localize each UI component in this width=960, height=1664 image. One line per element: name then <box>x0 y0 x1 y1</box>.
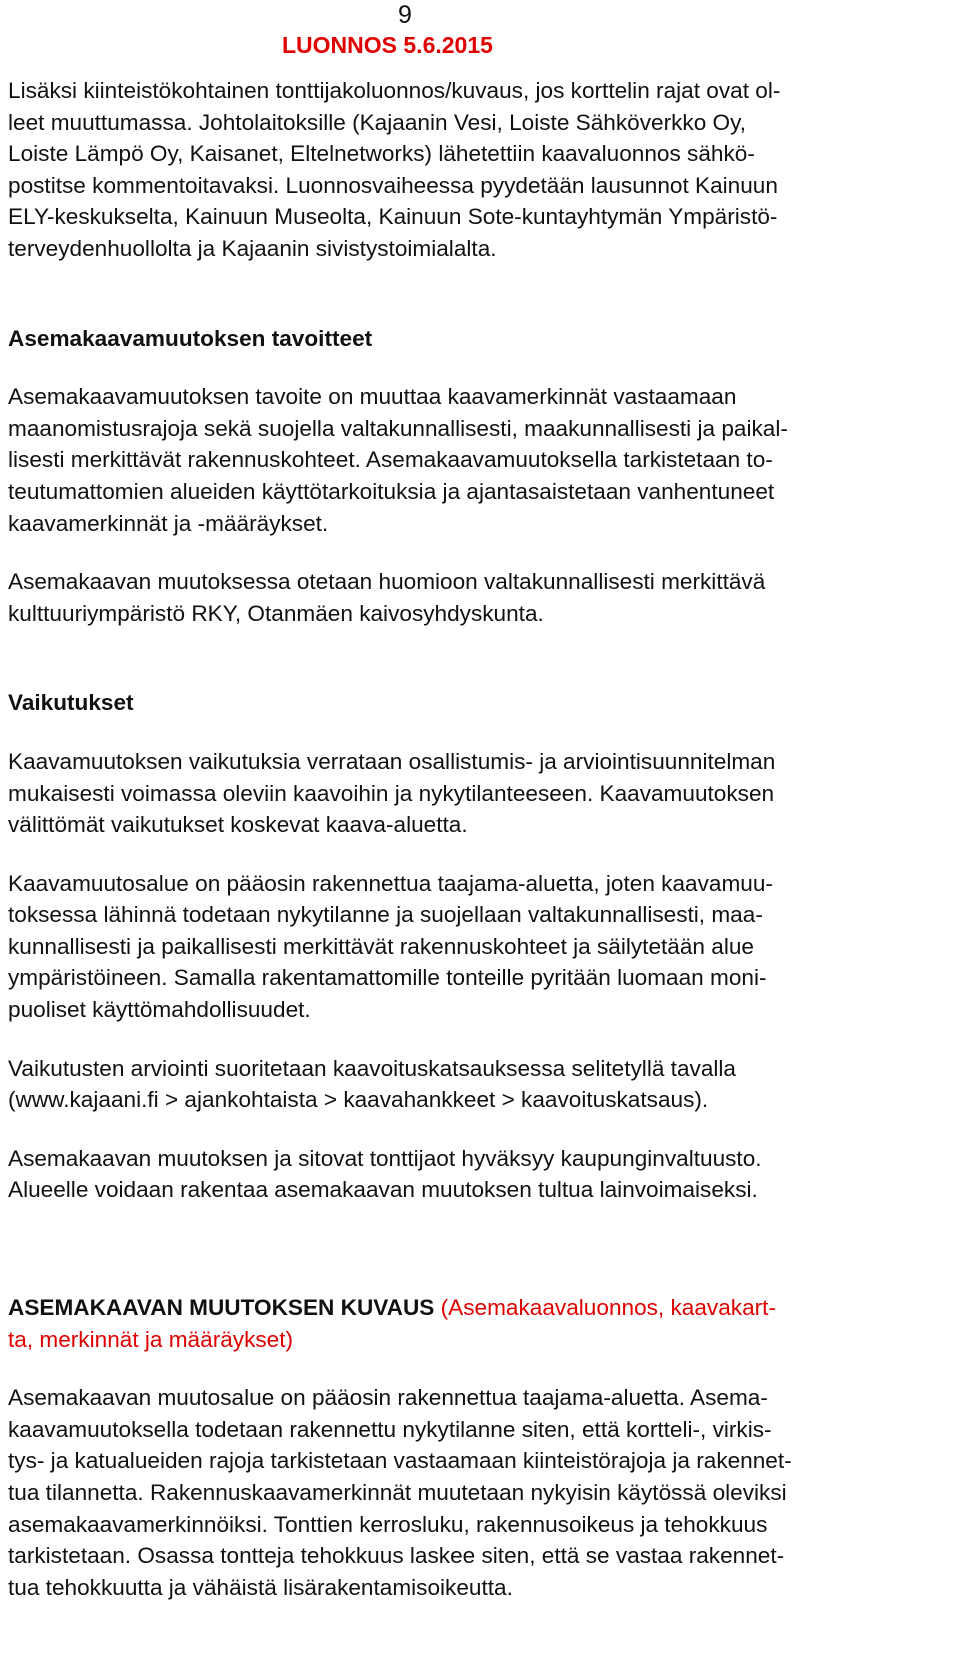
description-heading-bold: ASEMAKAAVAN MUUTOKSEN KUVAUS <box>8 1295 435 1321</box>
impacts-paragraph-3 <box>8 1053 913 1116</box>
text-line: Kaavamuutosalue on pääosin rakennettua taajama-aluetta, joten kaavamuu- <box>8 870 773 896</box>
text-line: kaavamuutoksella todetaan rakennettu nykytilanne siten, että kortteli-, virkis- <box>8 1416 772 1442</box>
impacts-paragraph-2 <box>8 868 913 1026</box>
text-line: ympäristöineen. Samalla rakentamattomille tonteille pyritään luomaan moni- <box>8 965 767 991</box>
text-line: teutumattomien alueiden käyttötarkoituksia ja ajantasaistetaan vanhentuneet <box>8 478 775 504</box>
description-heading-note: (Asemakaavaluonnos, kaavakart- <box>440 1295 776 1321</box>
text-line: tua tilannetta. Rakennuskaavamerkinnät muutetaan nykyisin käytössä oleviksi <box>8 1480 787 1505</box>
draft-label: LUONNOS 5.6.2015 <box>282 32 493 58</box>
text-line: Vaikutusten arviointi suoritetaan kaavoituskatsauksessa selitetyllä tavalla <box>8 1055 736 1081</box>
page-number: 9 <box>398 1 412 29</box>
document-body <box>8 75 913 1603</box>
text-line: tua tehokkuutta ja vähäistä lisärakentamisoikeutta. <box>8 1574 513 1600</box>
text-line: Kaavamuutoksen vaikutuksia verrataan osallistumis- ja arviointisuunnitelman <box>8 748 776 774</box>
intro-paragraph <box>8 75 913 265</box>
goals-heading: Asemakaavamuutoksen tavoitteet <box>8 325 373 351</box>
text-line: maanomistusrajoja sekä suojella valtakunnallisesti, maakunnallisesti ja paikal- <box>8 415 788 441</box>
text-line: Alueelle voidaan rakentaa asemakaavan muutoksen tultua lainvoimaiseksi. <box>8 1177 758 1203</box>
text-line: postitse kommentoitavaksi. Luonnosvaiheessa pyydetään lausunnot Kainuun <box>8 172 778 198</box>
text-line: ELY-keskukselta, Kainuun Museolta, Kainuun Sote-kuntayhtymän Ympäristö- <box>8 204 778 230</box>
impacts-heading: Vaikutukset <box>8 690 134 716</box>
text-line: Asemakaavamuutoksen tavoite on muuttaa kaavamerkinnät vastaamaan <box>8 384 737 410</box>
heading-line <box>8 1292 913 1324</box>
text-line: välittömät vaikutukset koskevat kaava-aluetta. <box>8 812 468 838</box>
text-line: tarkistetaan. Osassa tontteja tehokkuus laskee siten, että se vastaa rakennet- <box>8 1543 785 1569</box>
text-line: lisesti merkittävät rakennuskohteet. Asemakaavamuutoksella tarkistetaan to- <box>8 447 773 473</box>
text-line: tys- ja katualueiden rajoja tarkistetaan vastaamaan kiinteistörajoja ja rakennet- <box>8 1448 792 1474</box>
text-line: leet muuttumassa. Johtolaitoksille (Kajaanin Vesi, Loiste Sähköverkko Oy, <box>8 109 747 135</box>
text-line: puoliset käyttömahdollisuudet. <box>8 997 311 1023</box>
description-heading <box>8 1292 913 1355</box>
text-line: (www.kajaani.fi > ajankohtaista > kaavahankkeet > kaavoituskatsaus). <box>8 1087 709 1113</box>
text-line: Asemakaavan muutoksessa otetaan huomioon valtakunnallisesti merkittävä <box>8 569 766 595</box>
impacts-paragraph-1 <box>8 746 913 841</box>
impacts-paragraph-4 <box>8 1143 913 1206</box>
text-line: terveydenhuollolta ja Kajaanin sivistystoimialalta. <box>8 235 497 261</box>
text-line: kulttuuriympäristö RKY, Otanmäen kaivosyhdyskunta. <box>8 600 544 626</box>
text-line: Asemakaavan muutosalue on pääosin rakennettua taajama-aluetta. Asema- <box>8 1385 768 1411</box>
goals-paragraph-2 <box>8 566 913 629</box>
text-line: Loiste Lämpö Oy, Kaisanet, Eltelnetworks) lähetettiin kaavaluonnos sähkö- <box>8 141 755 167</box>
goals-paragraph-1 <box>8 381 913 539</box>
text-line: toksessa lähinnä todetaan nykytilanne ja suojellaan valtakunnallisesti, maa- <box>8 902 763 928</box>
text-line: Lisäksi kiinteistökohtainen tonttijakoluonnos/kuvaus, jos korttelin rajat ovat ol- <box>8 78 781 103</box>
description-heading-note-continued: ta, merkinnät ja määräykset) <box>8 1326 294 1352</box>
text-line: Asemakaavan muutoksen ja sitovat tonttijaot hyväksyy kaupunginvaltuusto. <box>8 1145 762 1171</box>
text-line: mukaisesti voimassa oleviin kaavoihin ja nykytilanteeseen. Kaavamuutoksen <box>8 780 775 806</box>
text-line: kaavamerkinnät ja -määräykset. <box>8 510 329 536</box>
description-paragraph <box>8 1382 913 1603</box>
text-line: asemakaavamerkinnöiksi. Tonttien kerrosluku, rakennusoikeus ja tehokkuus <box>8 1511 768 1537</box>
text-line: kunnallisesti ja paikallisesti merkittävät rakennuskohteet ja säilytetään alue <box>8 933 754 959</box>
